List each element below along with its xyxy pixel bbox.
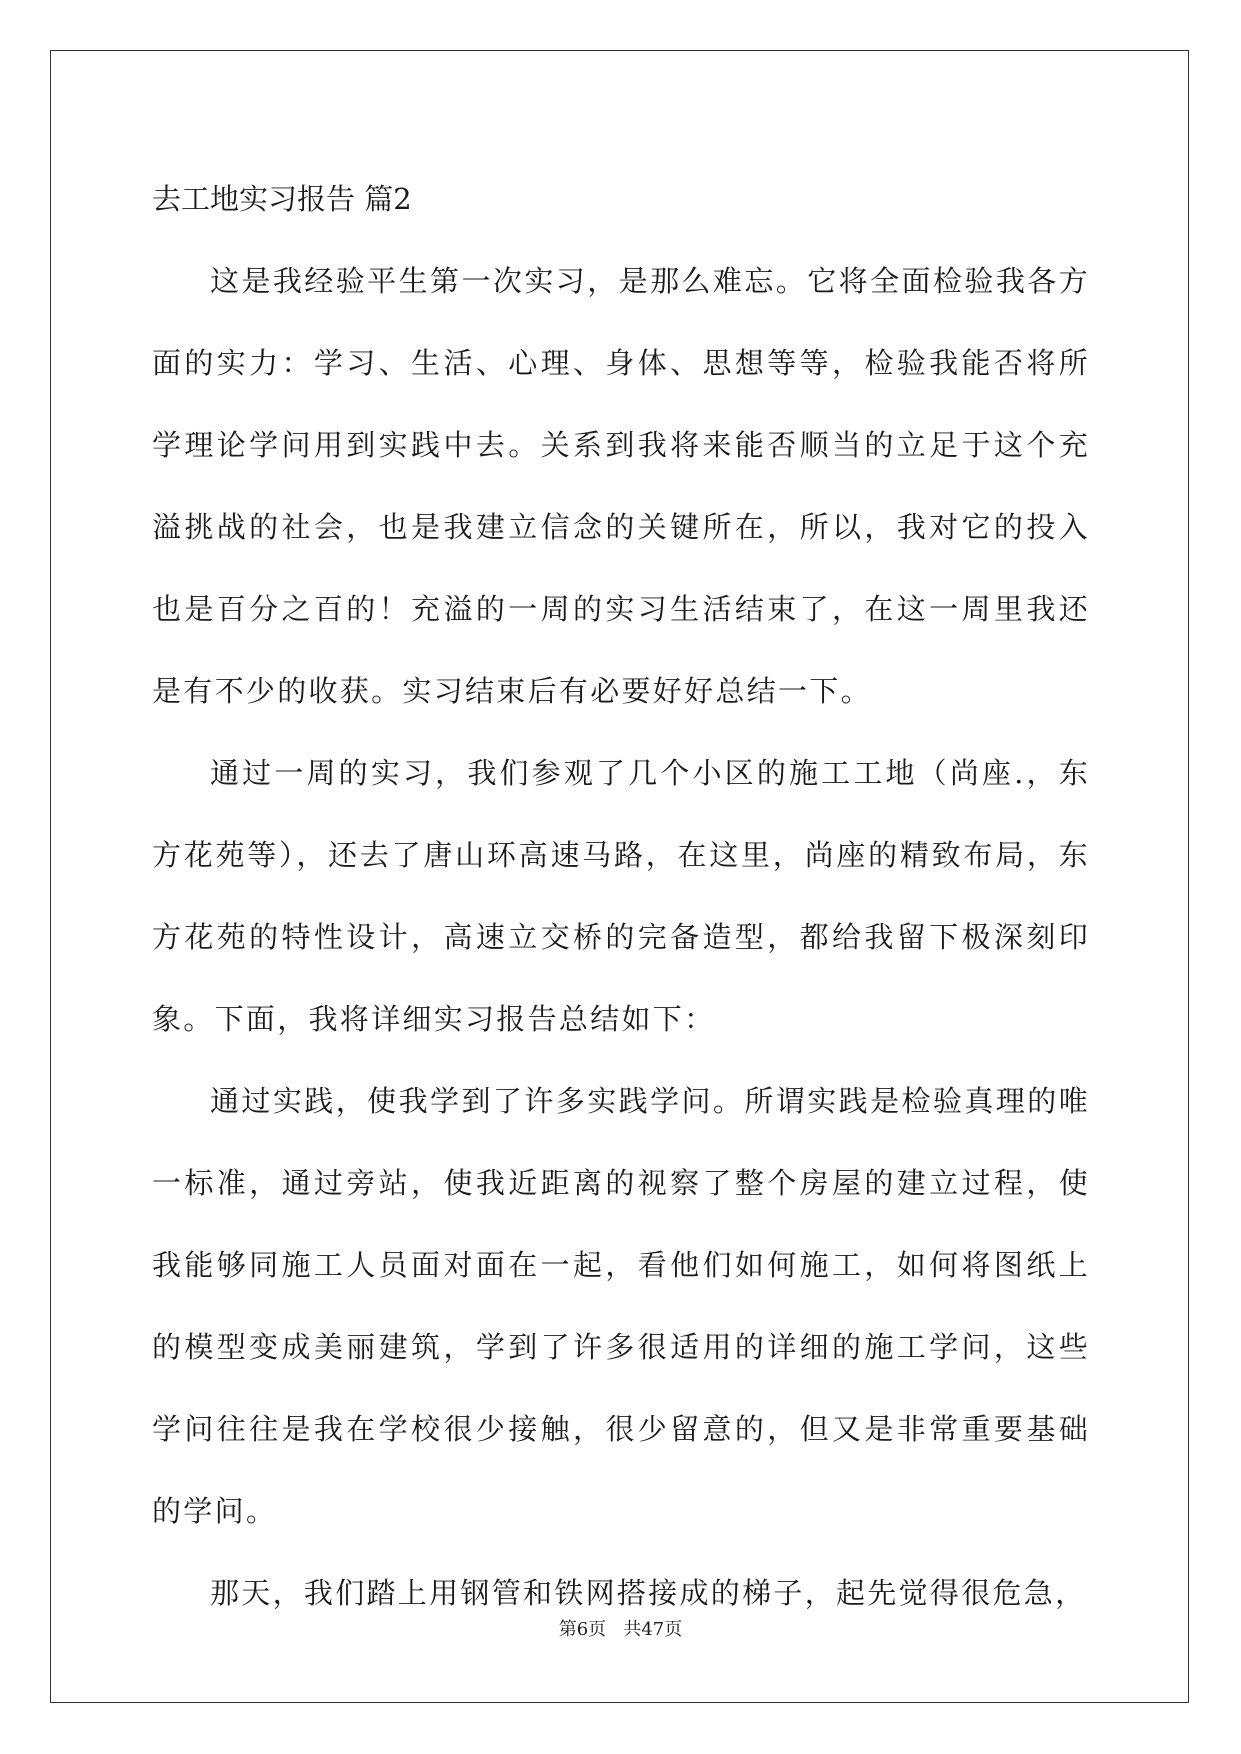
- paragraph-2: 通过一周的实习，我们参观了几个小区的施工工地（尚座.，东方花苑等），还去了唐山环高速马路，在这里，尚座的精致布局，东方花苑的特性设计，高速立交桥的完备造型，都给我留下极深刻印象。下面，我将详细实习报告总结如下：: [152, 756, 1090, 1036]
- paragraph-3: 通过实践，使我学到了许多实践学问。所谓实践是检验真理的唯一标准，通过旁站，使我近距离的视察了整个房屋的建立过程，使我能够同施工人员面对面在一起，看他们如何施工，如何将图纸上的模型变成美丽建筑，学到了许多很适用的详细的施工学问，这些学问往往是我在学校很少接触，很少留意的，但又是非常重要基础的学问。: [152, 1084, 1090, 1528]
- paragraph-1: 这是我经验平生第一次实习，是那么难忘。它将全面检验我各方面的实力：学习、生活、心理、身体、思想等等，检验我能否将所学理论学问用到实践中去。关系到我将来能否顺当的立足于这个充溢挑战的社会，也是我建立信念的关键所在，所以，我对它的投入也是百分之百的！充溢的一周的实习生活结束了，在这一周里我还是有不少的收获。实习结束后有必要好好总结一下。: [152, 264, 1090, 708]
- page-number-footer: 第6页 共47页: [558, 1619, 683, 1640]
- paragraph-4: 那天，我们踏上用钢管和铁网搭接成的梯子，起先觉得很危急，: [210, 1576, 1087, 1610]
- section-heading: 去工地实习报告 篇2: [152, 182, 412, 216]
- document-body: [152, 158, 1090, 1634]
